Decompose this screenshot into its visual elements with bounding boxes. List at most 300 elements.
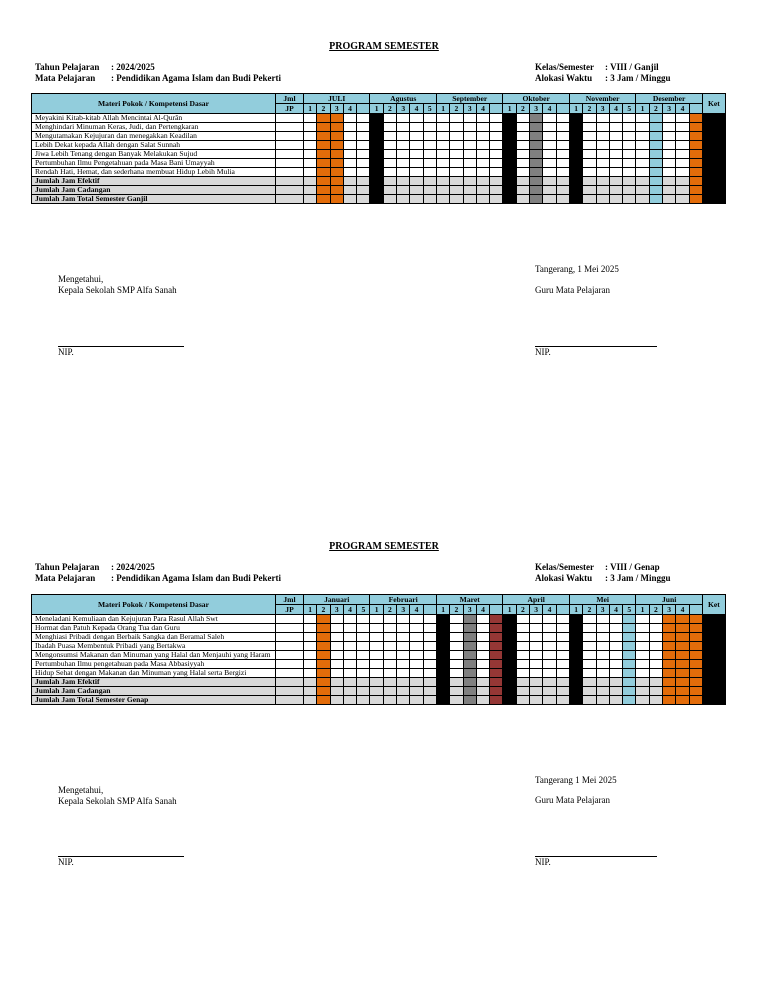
week-cell — [649, 696, 662, 705]
week-cell — [530, 678, 543, 687]
nip-left: NIP. — [58, 857, 74, 867]
kelas-value: : VIII / Genap — [605, 562, 660, 572]
week-cell — [516, 660, 529, 669]
week-cell — [410, 651, 423, 660]
week-cell — [609, 642, 622, 651]
week-cell — [330, 660, 343, 669]
materi-cell: Hidup Sehat dengan Makanan dan Minuman yang Halal serta Bergizi — [32, 669, 276, 678]
table-row — [32, 624, 726, 633]
week-cell — [304, 687, 317, 696]
program-table — [31, 594, 726, 705]
header-materi: Materi Pokok / Kompetensi Dasar — [32, 94, 276, 114]
week-cell — [490, 633, 503, 642]
header-month: JULI — [304, 94, 370, 104]
week-cell — [569, 651, 582, 660]
week-cell — [689, 660, 702, 669]
header-week: 2 — [383, 104, 396, 114]
ket-cell — [702, 660, 725, 669]
week-cell — [463, 633, 476, 642]
week-cell — [569, 624, 582, 633]
materi-cell: Jiwa Lebih Tenang dengan Banyak Melakukan Sujud — [32, 150, 276, 159]
week-cell — [383, 696, 396, 705]
week-cell — [609, 615, 622, 624]
alokasi-label: Alokasi Waktu — [535, 73, 593, 83]
week-cell — [596, 687, 609, 696]
week-cell — [397, 651, 410, 660]
jp-cell — [276, 633, 304, 642]
week-cell — [357, 642, 370, 651]
header-week: 3 — [596, 605, 609, 615]
jp-cell — [276, 624, 304, 633]
week-cell — [676, 696, 689, 705]
ket-cell — [702, 633, 725, 642]
total-row — [32, 696, 726, 705]
week-cell — [317, 633, 330, 642]
week-cell — [676, 642, 689, 651]
week-cell — [436, 696, 449, 705]
jp-cell — [276, 651, 304, 660]
week-cell — [676, 669, 689, 678]
ket-cell — [702, 678, 725, 687]
week-cell — [583, 678, 596, 687]
week-cell — [663, 642, 676, 651]
week-cell — [343, 633, 356, 642]
week-cell — [463, 660, 476, 669]
header-week: 2 — [450, 104, 463, 114]
week-cell — [636, 696, 649, 705]
week-cell — [609, 678, 622, 687]
week-cell — [609, 651, 622, 660]
header-week: 3 — [330, 605, 343, 615]
header-week: 3 — [596, 104, 609, 114]
header-week: 1 — [503, 605, 516, 615]
header-week: 1 — [569, 104, 582, 114]
week-cell — [583, 687, 596, 696]
week-cell — [383, 687, 396, 696]
materi-cell: Pertumbuhan Ilmu pengetahuan pada Masa Abbasiyyah — [32, 660, 276, 669]
week-cell — [689, 669, 702, 678]
materi-cell: Jumlah Jam Total Semester Genap — [32, 696, 276, 705]
place-date-text: Tangerang 1 Mei 2025 — [535, 775, 617, 785]
week-cell — [676, 624, 689, 633]
week-cell — [623, 678, 636, 687]
week-cell — [383, 642, 396, 651]
week-cell — [543, 660, 556, 669]
week-cell — [689, 633, 702, 642]
week-cell — [463, 615, 476, 624]
header-week: 1 — [436, 104, 449, 114]
week-cell — [330, 696, 343, 705]
week-cell — [676, 678, 689, 687]
week-cell — [450, 660, 463, 669]
header-week: 4 — [676, 104, 689, 114]
kepala-sekolah-text: Kepala Sekolah SMP Alfa Sanah — [58, 796, 177, 806]
header-month: Maret — [436, 595, 502, 605]
week-cell — [596, 669, 609, 678]
week-cell — [423, 624, 436, 633]
header-week: 3 — [530, 605, 543, 615]
ket-cell — [702, 669, 725, 678]
mengetahui-text: Mengetahui, — [58, 785, 104, 795]
meta-left — [35, 562, 281, 584]
week-cell — [676, 687, 689, 696]
materi-cell: Mengutamakan Kejujuran dan menegakkan Keadilan — [32, 132, 276, 141]
alokasi-label: Alokasi Waktu — [535, 573, 593, 583]
guru-text: Guru Mata Pelajaran — [535, 285, 610, 295]
week-cell — [357, 633, 370, 642]
header-jp: JP — [276, 104, 304, 114]
week-cell — [330, 687, 343, 696]
week-cell — [516, 696, 529, 705]
week-cell — [636, 687, 649, 696]
week-cell — [317, 678, 330, 687]
header-week — [423, 605, 436, 615]
week-cell — [556, 624, 569, 633]
week-cell — [623, 615, 636, 624]
header-week: 3 — [463, 104, 476, 114]
header-week: 2 — [516, 605, 529, 615]
week-cell — [503, 642, 516, 651]
week-cell — [503, 624, 516, 633]
week-cell — [556, 615, 569, 624]
week-cell — [689, 678, 702, 687]
week-cell — [423, 660, 436, 669]
week-cell — [516, 651, 529, 660]
materi-cell: Pertumbuhan Ilmu Pengetahuan pada Masa Bani Umayyah — [32, 159, 276, 168]
week-cell — [304, 696, 317, 705]
week-cell — [436, 669, 449, 678]
week-cell — [436, 660, 449, 669]
week-cell — [543, 651, 556, 660]
week-cell — [357, 660, 370, 669]
week-cell — [596, 624, 609, 633]
ket-cell — [702, 651, 725, 660]
week-cell — [636, 642, 649, 651]
week-cell — [343, 624, 356, 633]
header-week: 3 — [663, 605, 676, 615]
week-cell — [304, 678, 317, 687]
week-cell — [383, 615, 396, 624]
week-cell — [636, 633, 649, 642]
week-cell — [450, 624, 463, 633]
week-cell — [436, 615, 449, 624]
materi-cell: Jumlah Jam Cadangan — [32, 687, 276, 696]
header-week: 4 — [476, 104, 489, 114]
week-cell — [609, 696, 622, 705]
week-cell — [623, 660, 636, 669]
header-week: 4 — [609, 605, 622, 615]
week-cell — [423, 615, 436, 624]
week-cell — [623, 642, 636, 651]
week-cell — [317, 669, 330, 678]
week-cell — [583, 624, 596, 633]
alokasi-value: : 3 Jam / Minggu — [605, 73, 671, 83]
alokasi-value: : 3 Jam / Minggu — [605, 573, 671, 583]
week-cell — [450, 615, 463, 624]
week-cell — [476, 624, 489, 633]
week-cell — [343, 642, 356, 651]
total-row — [32, 678, 726, 687]
week-cell — [490, 642, 503, 651]
header-week: 2 — [383, 605, 396, 615]
week-cell — [397, 624, 410, 633]
week-cell — [583, 633, 596, 642]
week-cell — [343, 696, 356, 705]
week-cell — [370, 633, 383, 642]
materi-cell: Mengonsumsi Makanan dan Minuman yang Halal dan Menjauhi yang Haram — [32, 651, 276, 660]
week-cell — [490, 660, 503, 669]
header-week: 3 — [397, 104, 410, 114]
materi-cell: Jumlah Jam Efektif — [32, 177, 276, 186]
week-cell — [370, 669, 383, 678]
header-week: 4 — [543, 104, 556, 114]
week-cell — [530, 624, 543, 633]
week-cell — [397, 678, 410, 687]
header-materi: Materi Pokok / Kompetensi Dasar — [32, 595, 276, 615]
header-month: September — [436, 94, 502, 104]
week-cell — [463, 651, 476, 660]
week-cell — [330, 633, 343, 642]
week-cell — [623, 633, 636, 642]
week-cell — [304, 669, 317, 678]
week-cell — [410, 660, 423, 669]
week-cell — [503, 660, 516, 669]
week-cell — [410, 624, 423, 633]
week-cell — [649, 615, 662, 624]
week-cell — [556, 678, 569, 687]
week-cell — [370, 696, 383, 705]
signature-line-right — [535, 850, 657, 868]
week-cell — [543, 678, 556, 687]
table-row — [32, 651, 726, 660]
week-cell — [516, 687, 529, 696]
nip-right: NIP. — [535, 347, 551, 357]
header-week — [689, 605, 702, 615]
week-cell — [397, 615, 410, 624]
week-cell — [343, 678, 356, 687]
header-week: 5 — [623, 104, 636, 114]
week-cell — [343, 660, 356, 669]
ket-cell — [702, 624, 725, 633]
week-cell — [476, 669, 489, 678]
header-week: 4 — [676, 605, 689, 615]
week-cell — [463, 687, 476, 696]
week-cell — [410, 633, 423, 642]
week-cell — [636, 615, 649, 624]
week-cell — [450, 642, 463, 651]
header-week: 1 — [636, 104, 649, 114]
header-row-months — [32, 595, 726, 605]
week-cell — [556, 687, 569, 696]
week-cell — [530, 660, 543, 669]
week-cell — [317, 687, 330, 696]
jp-cell — [276, 696, 304, 705]
header-week: 4 — [343, 605, 356, 615]
header-week: 3 — [330, 104, 343, 114]
header-week: 4 — [609, 104, 622, 114]
week-cell — [569, 678, 582, 687]
week-cell — [516, 669, 529, 678]
week-cell — [583, 696, 596, 705]
week-cell — [530, 669, 543, 678]
week-cell — [410, 615, 423, 624]
week-cell — [623, 651, 636, 660]
week-cell — [397, 687, 410, 696]
week-cell — [649, 660, 662, 669]
header-month: Mei — [569, 595, 635, 605]
week-cell — [410, 642, 423, 651]
week-cell — [410, 687, 423, 696]
jp-cell — [276, 687, 304, 696]
week-cell — [383, 651, 396, 660]
signature-left — [58, 785, 177, 807]
week-cell — [543, 633, 556, 642]
week-cell — [583, 669, 596, 678]
week-cell — [530, 696, 543, 705]
week-cell — [516, 642, 529, 651]
header-week: 1 — [370, 605, 383, 615]
week-cell — [476, 651, 489, 660]
header-week: 3 — [663, 104, 676, 114]
nip-right: NIP. — [535, 857, 551, 867]
materi-cell: Jumlah Jam Efektif — [32, 678, 276, 687]
week-cell — [463, 678, 476, 687]
week-cell — [463, 624, 476, 633]
week-cell — [436, 633, 449, 642]
header-week: 2 — [583, 104, 596, 114]
week-cell — [530, 615, 543, 624]
week-cell — [450, 669, 463, 678]
kelas-value: : VIII / Ganjil — [605, 62, 659, 72]
week-cell — [450, 651, 463, 660]
week-cell — [623, 687, 636, 696]
week-cell — [596, 660, 609, 669]
week-cell — [436, 678, 449, 687]
signature-line-left — [58, 850, 184, 868]
week-cell — [410, 669, 423, 678]
week-cell — [543, 669, 556, 678]
week-cell — [609, 660, 622, 669]
header-week: 1 — [370, 104, 383, 114]
week-cell — [317, 642, 330, 651]
meta-right — [535, 562, 671, 584]
week-cell — [583, 642, 596, 651]
table-row — [32, 615, 726, 624]
header-jml: Jml — [276, 94, 304, 104]
week-cell — [423, 696, 436, 705]
week-cell — [556, 660, 569, 669]
week-cell — [317, 615, 330, 624]
week-cell — [516, 633, 529, 642]
week-cell — [450, 687, 463, 696]
materi-cell: Meneladani Kemuliaan dan Kejujuran Para Rasul Allah Swt — [32, 615, 276, 624]
header-week: 1 — [569, 605, 582, 615]
mapel-value: : Pendidikan Agama Islam dan Budi Pekerti — [111, 573, 282, 583]
ket-cell — [702, 696, 725, 705]
ket-cell — [702, 687, 725, 696]
header-week: 2 — [516, 104, 529, 114]
week-cell — [450, 696, 463, 705]
header-week: 2 — [317, 605, 330, 615]
week-cell — [463, 669, 476, 678]
week-cell — [689, 615, 702, 624]
week-cell — [556, 633, 569, 642]
header-week: 1 — [304, 605, 317, 615]
guru-text: Guru Mata Pelajaran — [535, 795, 610, 805]
week-cell — [343, 687, 356, 696]
week-cell — [503, 615, 516, 624]
week-cell — [636, 678, 649, 687]
week-cell — [689, 624, 702, 633]
week-cell — [397, 696, 410, 705]
week-cell — [463, 696, 476, 705]
materi-cell: Rendah Hati, Hemat, dan sederhana membuat Hidup Lebih Mulia — [32, 168, 276, 177]
header-week: 5 — [623, 605, 636, 615]
mengetahui-text: Mengetahui, — [58, 274, 104, 284]
header-jp: JP — [276, 605, 304, 615]
week-cell — [569, 615, 582, 624]
week-cell — [663, 651, 676, 660]
week-cell — [503, 696, 516, 705]
week-cell — [609, 669, 622, 678]
week-cell — [304, 633, 317, 642]
week-cell — [343, 615, 356, 624]
header-week: 2 — [583, 605, 596, 615]
week-cell — [423, 651, 436, 660]
table-row — [32, 669, 726, 678]
week-cell — [423, 687, 436, 696]
week-cell — [357, 678, 370, 687]
header-week: 4 — [343, 104, 356, 114]
week-cell — [370, 678, 383, 687]
total-row — [32, 687, 726, 696]
week-cell — [569, 660, 582, 669]
materi-cell: Menghindari Minuman Keras, Judi, dan Pertengkaran — [32, 123, 276, 132]
tahun-label: Tahun Pelajaran — [35, 562, 100, 572]
header-week: 5 — [357, 605, 370, 615]
week-cell — [304, 624, 317, 633]
kelas-label: Kelas/Semester — [535, 562, 594, 572]
header-month: Juni — [636, 595, 702, 605]
tahun-value: : 2024/2025 — [111, 562, 155, 572]
header-month: Oktober — [503, 94, 569, 104]
week-cell — [649, 633, 662, 642]
week-cell — [330, 624, 343, 633]
ket-cell — [702, 642, 725, 651]
header-month: April — [503, 595, 569, 605]
week-cell — [357, 696, 370, 705]
materi-cell: Jumlah Jam Total Semester Ganjil — [32, 195, 276, 204]
week-cell — [476, 615, 489, 624]
week-cell — [663, 615, 676, 624]
kepala-sekolah-text: Kepala Sekolah SMP Alfa Sanah — [58, 285, 177, 295]
week-cell — [436, 642, 449, 651]
week-cell — [383, 660, 396, 669]
header-week: 1 — [636, 605, 649, 615]
page-title: PROGRAM SEMESTER — [329, 541, 439, 552]
week-cell — [556, 696, 569, 705]
week-cell — [676, 615, 689, 624]
week-cell — [304, 660, 317, 669]
header-week: 4 — [543, 605, 556, 615]
week-cell — [530, 642, 543, 651]
week-cell — [503, 633, 516, 642]
header-ket: Ket — [702, 595, 725, 615]
week-cell — [530, 651, 543, 660]
week-cell — [503, 678, 516, 687]
week-cell — [596, 642, 609, 651]
week-cell — [330, 651, 343, 660]
